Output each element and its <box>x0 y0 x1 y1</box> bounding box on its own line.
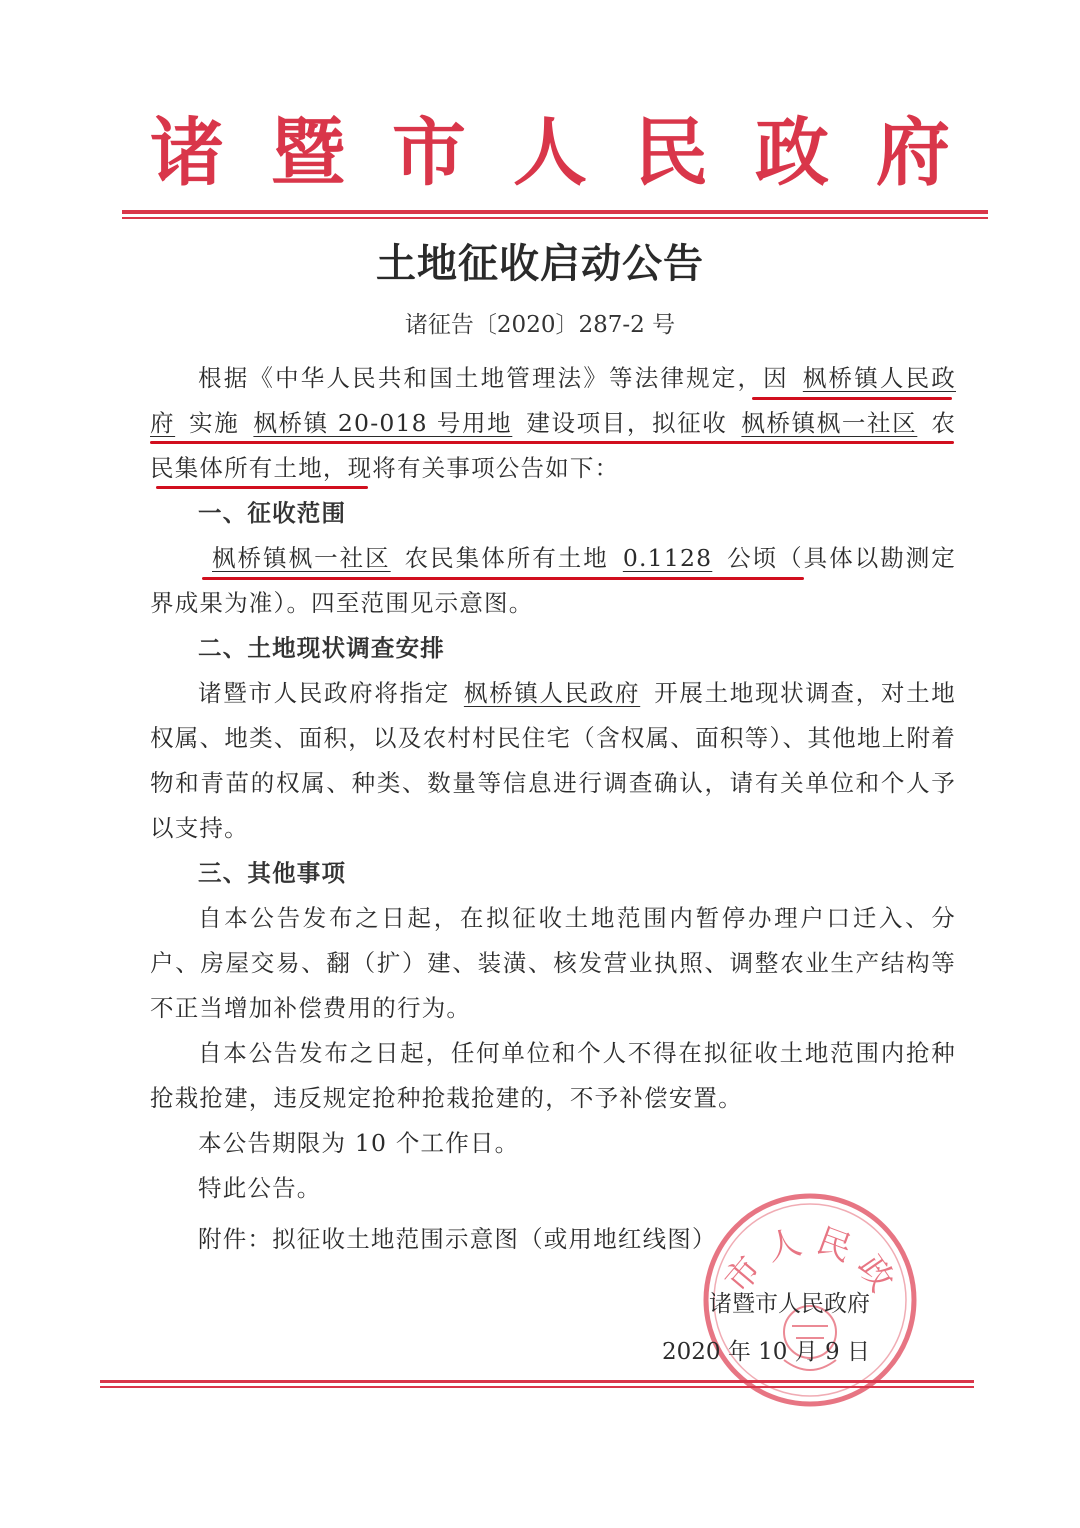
red-markup-underline <box>156 486 368 489</box>
intro-fill-community: 枫桥镇枫一社区 <box>741 409 918 437</box>
letterhead-char: 暨 <box>271 110 345 196</box>
intro-fill-project: 枫桥镇 20-018 号用地 <box>253 409 513 437</box>
intro-fill-agency: 枫桥镇人民政府 <box>150 364 956 437</box>
section-3-paragraph-4: 特此公告。 <box>198 1174 322 1202</box>
section-1-fill-area: 0.1128 <box>622 544 713 572</box>
section-3-heading: 三、其他事项 <box>198 859 347 887</box>
section-1-heading: 一、征收范围 <box>198 499 347 527</box>
letterhead-char: 市 <box>392 110 466 196</box>
attachment-note: 附件：拟征收土地范围示意图（或用地红线图） <box>198 1225 717 1253</box>
document-body <box>150 356 956 1262</box>
section-1-text-1: 农民集体所有土地 <box>404 544 609 572</box>
signature-date: 2020 年 10 月 9 日 <box>662 1339 870 1365</box>
letterhead-rule-thin <box>122 217 988 219</box>
intro-text-3: 建设项目，拟征收 <box>526 409 728 437</box>
letterhead-char: 民 <box>634 110 708 196</box>
letterhead-title <box>150 108 950 198</box>
letterhead-char: 政 <box>755 110 829 196</box>
red-markup-underline <box>752 397 952 400</box>
section-2-paragraph <box>150 671 956 851</box>
footer-rule-thin <box>100 1386 974 1388</box>
intro-text-4: 农民集体所有土地，现将有关事项公告如下： <box>150 409 957 482</box>
section-3-paragraph-3: 本公告期限为 10 个工作日。 <box>198 1129 520 1157</box>
section-2-text-1: 诸暨市人民政府将指定 <box>198 679 450 707</box>
intro-text-1: 根据《中华人民共和国土地管理法》等法律规定，因 <box>198 364 789 392</box>
letterhead-char: 府 <box>876 110 950 196</box>
letterhead-rule <box>122 210 988 214</box>
section-1-paragraph <box>150 536 956 626</box>
intro-paragraph <box>150 356 956 491</box>
document-title: 土地征收启动公告 <box>376 240 704 287</box>
section-2-fill-agency: 枫桥镇人民政府 <box>463 679 641 707</box>
red-markup-underline <box>202 577 804 580</box>
section-2-text-2: 开展土地现状调查，对土地权属、地类、面积，以及农村村民住宅（含权属、面积等）、其他地上附着物和青苗的权属、种类、数量等信息进行调查确认，请有关单位和个人予以支持。 <box>150 679 956 842</box>
signature-org: 诸暨市人民政府 <box>709 1291 870 1317</box>
section-3-paragraph-2: 自本公告发布之日起，任何单位和个人不得在拟征收土地范围内抢种抢栽抢建，违反规定抢种抢栽抢建的，不予补偿安置。 <box>150 1039 956 1112</box>
section-3-paragraph-1: 自本公告发布之日起，在拟征收土地范围内暂停办理户口迁入、分户、房屋交易、翻（扩）建、装潢、核发营业执照、调整农业生产结构等不正当增加补偿费用的行为。 <box>150 904 956 1022</box>
letterhead-char: 诸 <box>150 110 224 196</box>
document-number: 诸征告〔2020〕287-2 号 <box>404 312 676 338</box>
section-1-text-2: 公顷（具体以勘测定界成果为准）。四至范围见示意图。 <box>150 544 956 617</box>
seal-text: 市人民政 <box>717 1219 908 1308</box>
footer-rule <box>100 1380 974 1383</box>
section-1-fill-community: 枫桥镇枫一社区 <box>212 544 391 572</box>
intro-text-2: 实施 <box>189 409 240 437</box>
letterhead-char: 人 <box>513 110 587 196</box>
signature-block <box>662 1280 870 1376</box>
red-markup-underline <box>150 441 954 444</box>
section-2-heading: 二、土地现状调查安排 <box>198 634 445 662</box>
